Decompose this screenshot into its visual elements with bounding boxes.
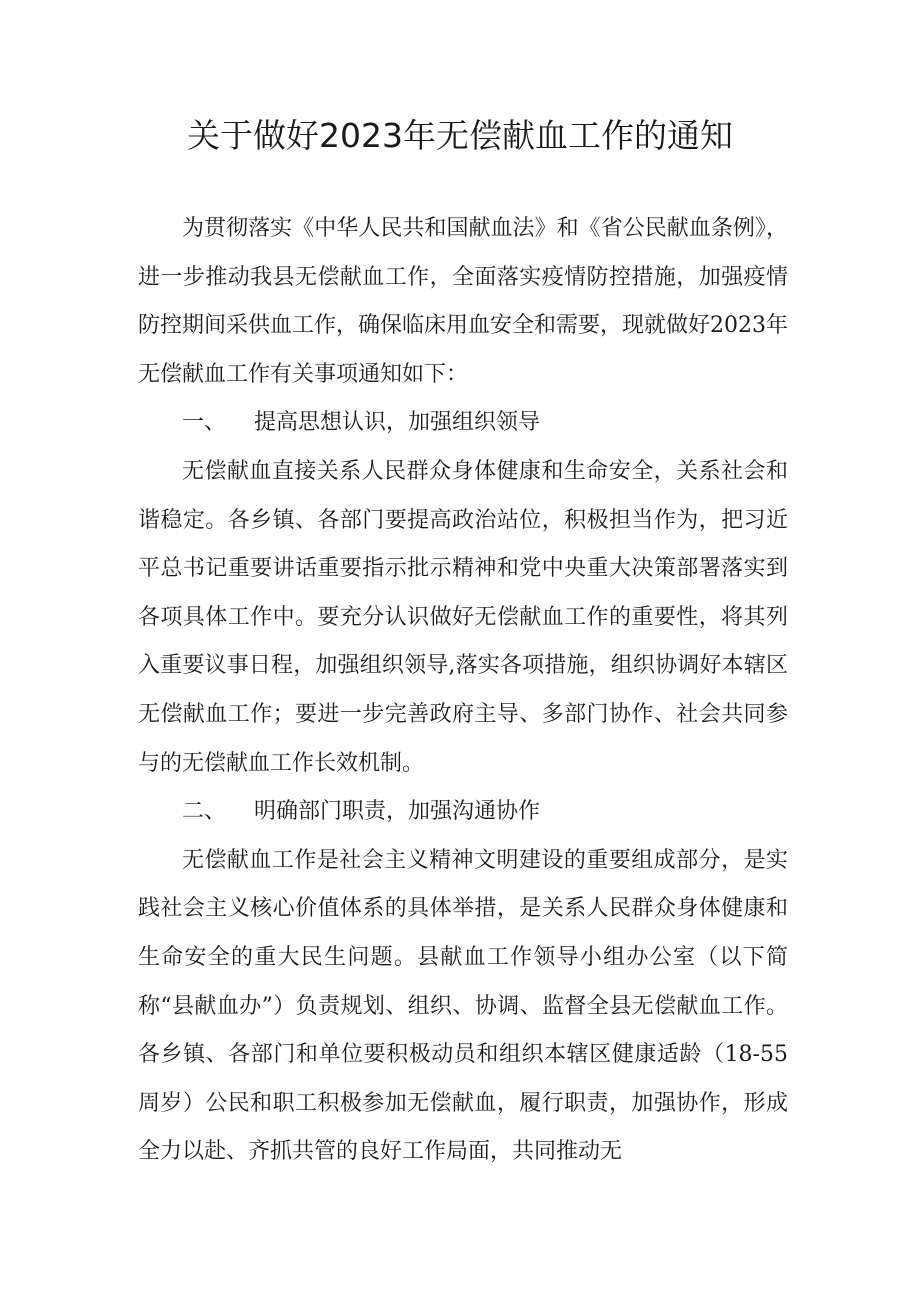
section-2-paragraph: 无偿献血工作是社会主义精神文明建设的重要组成部分，是实践社会主义核心价值体系的具体举措，是关系人民群众身体健康和生命安全的重大民生问题。县献血工作领导小组办公室（以下简称“县献血办”）负责规划、组织、协调、监督全县无偿献血工作。各乡镇、各部门和单位要积极动员和组织本辖区健康适龄（18-55周岁）公民和职工积极参加无偿献血，履行职责，加强协作，形成全力以赴、齐抓共管的良好工作局面，共同推动无 (138, 847, 788, 1165)
section-1-heading (138, 399, 788, 448)
section-2-number: 二、 (182, 799, 227, 825)
document-body (138, 205, 788, 1177)
document-title: 关于做好2023年无偿献血工作的通知 (187, 116, 733, 155)
section-1-heading-text: 提高思想认识，加强组织领导 (254, 410, 541, 436)
section-1-paragraph: 无偿献血直接关系人民群众身体健康和生命安全，关系社会和谐稳定。各乡镇、各部门要提高政治站位，积极担当作为，把习近平总书记重要讲话重要指示批示精神和党中央重大决策部署落实到各项具体工作中。要充分认识做好无偿献血工作的重要性，将其列入重要议事日程，加强组织领导,落实各项措施，组织协调好本辖区无偿献血工作；要进一步完善政府主导、多部门协作、社会共同参与的无偿献血工作长效机制。 (138, 458, 788, 776)
intro-paragraph: 为贯彻落实《中华人民共和国献血法》和《省公民献血条例》，进一步推动我县无偿献血工作，全面落实疫情防控措施，加强疫情防控期间采供血工作，确保临床用血安全和需要，现就做好2023年无偿献血工作有关事项通知如下： (138, 216, 788, 387)
section-2-heading (138, 788, 788, 837)
section-1-number: 一、 (182, 410, 227, 436)
section-2-heading-text: 明确部门职责，加强沟通协作 (254, 799, 541, 825)
